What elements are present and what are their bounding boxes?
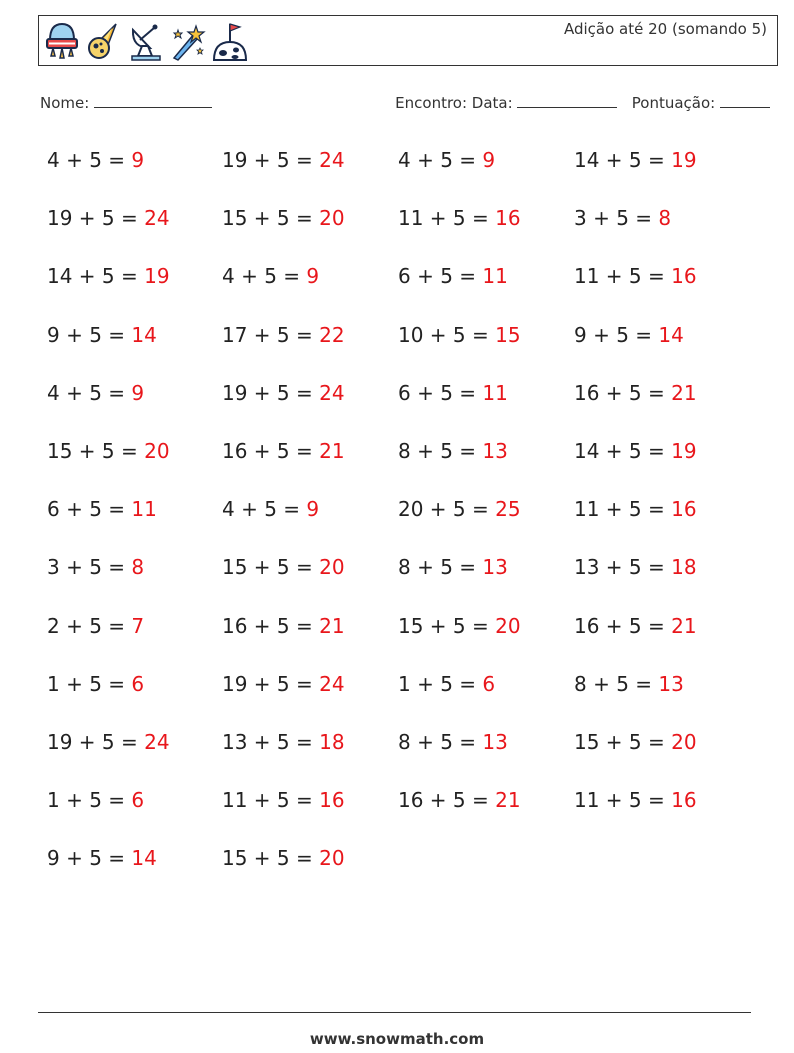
problem-item — [574, 785, 697, 815]
problem-expression: 19 + 5 = — [222, 671, 320, 696]
problem-item — [222, 378, 345, 408]
problem-item — [47, 552, 144, 582]
name-label: Nome: — [40, 94, 90, 112]
problem-item — [398, 378, 508, 408]
problem-item — [398, 261, 508, 291]
problem-answer: 18 — [319, 730, 345, 754]
problem-expression: 3 + 5 = — [47, 555, 132, 580]
problem-expression: 20 + 5 = — [398, 497, 496, 522]
footer-divider — [38, 1012, 751, 1013]
problem-expression: 14 + 5 = — [574, 148, 672, 172]
problem-item — [398, 611, 521, 641]
problem-answer: 24 — [144, 206, 170, 231]
problem-answer: 21 — [495, 788, 521, 813]
problem-expression: 8 + 5 = — [398, 439, 483, 463]
problem-expression: 17 + 5 = — [222, 322, 320, 347]
problem-item — [47, 494, 157, 524]
icon-strip — [44, 20, 248, 62]
problem-answer: 20 — [144, 439, 170, 463]
problem-item — [574, 436, 697, 466]
problem-expression: 11 + 5 = — [222, 788, 320, 813]
problem-item — [222, 145, 345, 175]
problem-item — [398, 727, 508, 757]
worksheet-title: Adição até 20 (somando 5) — [563, 20, 767, 38]
problem-expression: 6 + 5 = — [398, 380, 483, 405]
problem-expression: 16 + 5 = — [574, 613, 672, 638]
problem-expression: 15 + 5 = — [222, 206, 320, 231]
problem-answer: 6 — [131, 671, 145, 696]
comet-icon — [86, 20, 122, 62]
problem-answer: 6 — [131, 788, 145, 813]
problem-expression: 6 + 5 = — [398, 264, 483, 289]
problem-item — [398, 320, 521, 350]
problem-item — [398, 145, 495, 175]
moon-flag-icon — [212, 20, 248, 62]
problem-answer: 16 — [495, 206, 521, 231]
problem-expression: 8 + 5 = — [398, 555, 483, 580]
problem-answer: 21 — [671, 613, 697, 638]
problem-answer: 9 — [131, 380, 145, 405]
problem-item — [574, 727, 697, 757]
problem-item — [47, 378, 144, 408]
problem-expression: 1 + 5 = — [47, 671, 132, 696]
problem-item — [574, 261, 697, 291]
date-blank[interactable] — [517, 93, 617, 108]
problem-item — [47, 785, 144, 815]
problem-expression: 15 + 5 = — [222, 846, 320, 871]
problem-item — [574, 669, 684, 699]
problem-answer: 8 — [131, 555, 145, 580]
problem-item — [222, 320, 345, 350]
problem-expression: 11 + 5 = — [574, 497, 672, 522]
problem-item — [47, 203, 170, 233]
problem-expression: 19 + 5 = — [47, 206, 145, 231]
problem-answer: 11 — [482, 380, 508, 405]
problem-item — [574, 320, 684, 350]
problem-item — [222, 261, 319, 291]
problem-item — [398, 669, 495, 699]
problem-expression: 9 + 5 = — [47, 322, 132, 347]
problem-expression: 8 + 5 = — [574, 671, 659, 696]
problem-answer: 11 — [131, 497, 157, 522]
problem-answer: 9 — [131, 148, 145, 172]
problem-answer: 18 — [671, 555, 697, 580]
problem-answer: 24 — [319, 671, 345, 696]
problem-item — [398, 436, 508, 466]
problem-expression: 19 + 5 = — [47, 730, 145, 754]
problem-answer: 20 — [319, 555, 345, 580]
problem-answer: 13 — [482, 555, 508, 580]
problem-answer: 25 — [495, 497, 521, 522]
problem-answer: 24 — [144, 730, 170, 754]
problem-expression: 10 + 5 = — [398, 322, 496, 347]
name-field — [40, 93, 212, 112]
problem-expression: 9 + 5 = — [574, 322, 659, 347]
footer-url: www.snowmath.com — [309, 1030, 485, 1048]
problem-item — [222, 785, 345, 815]
problem-expression: 4 + 5 = — [222, 497, 307, 522]
problem-answer: 20 — [671, 730, 697, 754]
problem-answer: 9 — [306, 497, 320, 522]
problem-item — [47, 611, 144, 641]
problem-answer: 16 — [671, 264, 697, 289]
problem-item — [222, 203, 345, 233]
problem-expression: 4 + 5 = — [398, 148, 483, 172]
problem-expression: 15 + 5 = — [398, 613, 496, 638]
name-blank[interactable] — [94, 93, 212, 108]
problem-answer: 24 — [319, 148, 345, 172]
problem-item — [222, 611, 345, 641]
problem-answer: 6 — [482, 671, 496, 696]
problem-item — [222, 436, 345, 466]
problem-answer: 13 — [482, 439, 508, 463]
problem-expression: 16 + 5 = — [222, 439, 320, 463]
problem-answer: 19 — [671, 148, 697, 172]
problem-item — [47, 261, 170, 291]
encounter-label: Encontro: Data: — [395, 94, 513, 112]
problem-answer: 20 — [319, 846, 345, 871]
problem-expression: 6 + 5 = — [47, 497, 132, 522]
score-blank[interactable] — [720, 93, 770, 108]
problem-item — [398, 494, 521, 524]
problem-answer: 11 — [482, 264, 508, 289]
encounter-score-fields — [395, 93, 770, 112]
problem-item — [222, 843, 345, 873]
problem-item — [574, 145, 697, 175]
problem-answer: 7 — [131, 613, 145, 638]
problem-item — [47, 436, 170, 466]
problem-expression: 16 + 5 = — [574, 380, 672, 405]
problem-answer: 20 — [495, 613, 521, 638]
problem-expression: 13 + 5 = — [574, 555, 672, 580]
shooting-star-icon — [170, 20, 206, 62]
problem-answer: 13 — [482, 730, 508, 754]
problem-expression: 4 + 5 = — [222, 264, 307, 289]
problem-answer: 16 — [671, 497, 697, 522]
problem-answer: 8 — [658, 206, 672, 231]
problem-answer: 14 — [131, 322, 157, 347]
problem-expression: 3 + 5 = — [574, 206, 659, 231]
problem-answer: 21 — [319, 613, 345, 638]
problem-answer: 20 — [319, 206, 345, 231]
problem-item — [574, 611, 697, 641]
problem-expression: 19 + 5 = — [222, 148, 320, 172]
problem-item — [574, 552, 697, 582]
problem-expression: 11 + 5 = — [574, 788, 672, 813]
problem-answer: 21 — [319, 439, 345, 463]
problem-expression: 1 + 5 = — [47, 788, 132, 813]
problem-item — [47, 843, 157, 873]
problem-expression: 9 + 5 = — [47, 846, 132, 871]
problem-expression: 1 + 5 = — [398, 671, 483, 696]
problem-expression: 16 + 5 = — [222, 613, 320, 638]
problem-answer: 9 — [482, 148, 496, 172]
problem-item — [222, 669, 345, 699]
problem-expression: 2 + 5 = — [47, 613, 132, 638]
problem-answer: 14 — [658, 322, 684, 347]
problem-answer: 16 — [319, 788, 345, 813]
problem-answer: 24 — [319, 380, 345, 405]
problem-expression: 4 + 5 = — [47, 148, 132, 172]
ufo-icon — [44, 20, 80, 62]
problem-expression: 13 + 5 = — [222, 730, 320, 754]
problem-item — [222, 494, 319, 524]
score-label: Pontuação: — [631, 94, 716, 112]
problem-expression: 15 + 5 = — [574, 730, 672, 754]
problem-expression: 11 + 5 = — [398, 206, 496, 231]
problem-item — [574, 494, 697, 524]
problem-expression: 15 + 5 = — [222, 555, 320, 580]
problem-expression: 14 + 5 = — [47, 264, 145, 289]
problem-answer: 22 — [319, 322, 345, 347]
problem-answer: 15 — [495, 322, 521, 347]
problem-answer: 13 — [658, 671, 684, 696]
problem-answer: 9 — [306, 264, 320, 289]
problem-item — [398, 203, 521, 233]
problem-item — [47, 727, 170, 757]
problem-item — [398, 785, 521, 815]
problem-expression: 4 + 5 = — [47, 380, 132, 405]
problem-item — [222, 552, 345, 582]
problem-expression: 16 + 5 = — [398, 788, 496, 813]
problem-item — [574, 203, 671, 233]
satellite-dish-icon — [128, 20, 164, 62]
header-box — [38, 15, 778, 66]
problem-item — [47, 669, 144, 699]
problem-answer: 16 — [671, 788, 697, 813]
problem-expression: 15 + 5 = — [47, 439, 145, 463]
problem-expression: 8 + 5 = — [398, 730, 483, 754]
problem-expression: 14 + 5 = — [574, 439, 672, 463]
problem-answer: 19 — [671, 439, 697, 463]
problem-item — [47, 320, 157, 350]
problem-item — [222, 727, 345, 757]
problem-item — [47, 145, 144, 175]
problem-answer: 14 — [131, 846, 157, 871]
problem-item — [398, 552, 508, 582]
problem-expression: 19 + 5 = — [222, 380, 320, 405]
problem-item — [574, 378, 697, 408]
problem-answer: 19 — [144, 264, 170, 289]
problem-answer: 21 — [671, 380, 697, 405]
problem-expression: 11 + 5 = — [574, 264, 672, 289]
